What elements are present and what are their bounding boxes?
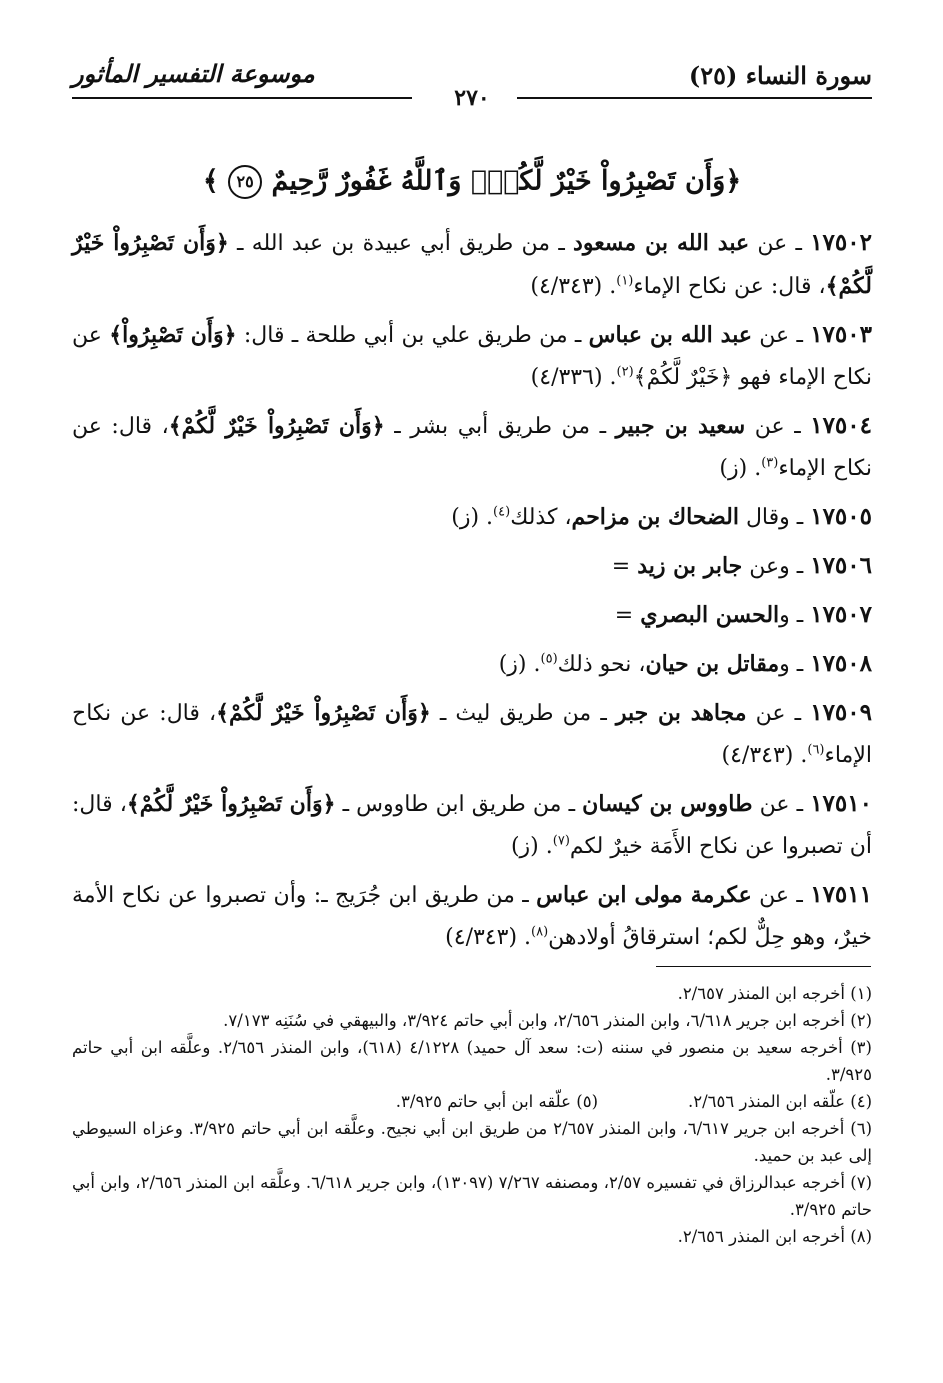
narrator-name: عكرمة مولى ابن عباس bbox=[536, 882, 752, 908]
narration-number: ١٧٥٠٤ bbox=[810, 412, 872, 439]
footnote-ref: (٧) bbox=[552, 833, 570, 849]
narrator-name: الضحاك بن مزاحم bbox=[571, 504, 739, 530]
footnote: (٦) أخرجه ابن جرير ٦/٦١٧، وابن المنذر ٢/٦٥٧ من طريق ابن أبي نجيح. وعلَّقه ابن أبي حاتم ٣/٩٢٥. وعزاه السيوطي إلى عبد بن حميد. bbox=[72, 1119, 873, 1165]
footnote-row bbox=[72, 1088, 872, 1115]
narration-number: ١٧٥٠٩ bbox=[810, 699, 872, 726]
narration-entry: ١٧٥١٠ ـ عن طاووس بن كيسان ـ من طريق ابن طاووس ـ ﴿وَأَن تَصْبِرُواْ خَيْرٌ لَّكُمْ﴾، قال: أن تصبروا عن نكاح الأَمَة خيرٌ لكم$^{(٧)}$. (ز) bbox=[72, 790, 872, 859]
surah-title: سورة النساء (٢٥) bbox=[688, 61, 872, 90]
quran-quote: ﴿وَأَن تَصْبِرُواْ خَيْرٌ لَّكُمْ﴾ bbox=[126, 791, 336, 817]
header-rule-right bbox=[517, 97, 872, 99]
footnote-ref: (٣) bbox=[761, 455, 779, 471]
narrations-body bbox=[72, 222, 872, 965]
quran-quote: ﴿وَأَن تَصْبِرُواْ خَيْرٌ لَّكُمْ﴾ bbox=[216, 700, 431, 726]
footnote-ref: (٥) bbox=[540, 651, 558, 667]
narrator-name: عبد الله بن عباس bbox=[588, 322, 752, 348]
source-ref: . (٤/٣٤٣) bbox=[721, 743, 808, 768]
source-ref: . (٤/٣٣٦) bbox=[530, 365, 617, 390]
verse-close-bracket: ﴾ bbox=[202, 165, 219, 197]
book-title: موسوعة التفسير المأثور bbox=[72, 59, 315, 88]
footnote-ref: (١) bbox=[616, 273, 634, 289]
quran-verse bbox=[72, 165, 872, 199]
footnote: (٤) علّقه ابن المنذر ٢/٦٥٦. bbox=[688, 1092, 872, 1111]
footnote: (١) أخرجه ابن المنذر ٢/٦٥٧. bbox=[677, 984, 872, 1003]
narrator-name: طاووس بن كيسان bbox=[582, 791, 753, 817]
quran-quote: ﴿وَأَن تَصْبِرُواْ خَيْرٌ لَّكُمْ﴾ bbox=[72, 230, 872, 299]
quran-quote: ﴿وَأَن تَصْبِرُواْ﴾ bbox=[109, 322, 237, 348]
footnotes bbox=[72, 980, 872, 1250]
running-header bbox=[72, 55, 872, 111]
narrator-name: مجاهد بن جبر bbox=[615, 700, 747, 726]
page-number: ٢٧٠ bbox=[444, 85, 499, 111]
ayah-number-marker: ٢٥ bbox=[228, 165, 262, 199]
source-ref: . (ز) bbox=[719, 456, 762, 481]
quran-quote: ﴿وَأَن تَصْبِرُواْ خَيْرٌ لَّكُمْ﴾ bbox=[168, 413, 385, 439]
verse-text: ﴿وَأَن تَصْبِرُواْ خَيْرٌ لَّكُمْۗ وَٱللَّهُ غَفُورٌ رَّحِيمٌ bbox=[271, 165, 742, 197]
footnote-divider bbox=[656, 966, 871, 967]
footnote: (٥) علّقه ابن أبي حاتم ٣/٩٢٥. bbox=[395, 1092, 598, 1111]
narration-entry: ١٧٥٠٩ ـ عن مجاهد بن جبر ـ من طريق ليث ـ ﴿وَأَن تَصْبِرُواْ خَيْرٌ لَّكُمْ﴾، قال: عن نكاح الإماء$^{(٦)}$. (٤/٣٤٣) bbox=[72, 699, 872, 768]
narration-entry: ١٧٥٠٦ ـ وعن جابر بن زيد = bbox=[611, 552, 872, 579]
footnote: (٣) أخرجه سعيد بن منصور في سننه (ت: سعد آل حميد) ٤/١٢٢٨ (٦١٨)، وابن المنذر ٢/٦٥٦. وعلَّقه ابن أبي حاتم ٣/٩٢٥. bbox=[72, 1038, 872, 1084]
source-ref: . (٤/٣٤٣) bbox=[445, 925, 532, 950]
narrator-name: جابر بن زيد bbox=[637, 553, 743, 579]
narrator-name: عبد الله بن مسعود bbox=[573, 230, 750, 256]
footnote: (٧) أخرجه عبدالرزاق في تفسيره ٢/٥٧، ومصنفه ٧/٢٦٧ (١٣٠٩٧)، وابن جرير ٦/٦١٨. وعلَّقه ابن المنذر ٢/٦٥٦، وابن أبي حاتم ٣/٩٢٥. bbox=[72, 1173, 872, 1219]
narration-number: ١٧٥٠٣ bbox=[810, 321, 872, 348]
footnote-ref: (٨) bbox=[531, 924, 549, 940]
narration-number: ١٧٥١١ bbox=[810, 881, 872, 908]
source-ref: . (٤/٣٤٣) bbox=[530, 274, 617, 299]
narration-entry: ١٧٥١١ ـ عن عكرمة مولى ابن عباس ـ من طريق ابن جُرَيج ـ: وأن تصبروا عن نكاح الأمة خيرٌ، وهو حِلٌّ لكم؛ استرقاقُ أولادهن$^{(٨)}$. (٤/٣٤٣) bbox=[72, 881, 872, 950]
narration-entry: ١٧٥٠٨ ـ ومقاتل بن حيان، نحو ذلك$^{(٥)}$. (ز) bbox=[498, 650, 872, 677]
source-ref: . (ز) bbox=[451, 505, 494, 530]
narration-entry: ١٧٥٠٥ ـ وقال الضحاك بن مزاحم، كذلك$^{(٤)}$. (ز) bbox=[451, 503, 872, 530]
narration-number: ١٧٥٠٧ bbox=[810, 601, 872, 628]
source-ref: . (ز) bbox=[510, 834, 553, 859]
narration-number: ١٧٥١٠ bbox=[810, 790, 872, 817]
narration-number: ١٧٥٠٨ bbox=[810, 650, 872, 677]
narration-entry: ١٧٥٠٣ ـ عن عبد الله بن عباس ـ من طريق علي بن أبي طلحة ـ قال: ﴿وَأَن تَصْبِرُواْ﴾ عن نكاح الإماء فهو ﴿خَيْرٌ لَّكُمْ﴾$^{(٢)}$. (٤/٣٣٦) bbox=[72, 321, 872, 390]
narration-entry: ١٧٥٠٢ ـ عن عبد الله بن مسعود ـ من طريق أبي عبيدة بن عبد الله ـ ﴿وَأَن تَصْبِرُواْ خَيْرٌ لَّكُمْ﴾، قال: عن نكاح الإماء$^{(١)}$. (٤/٣٤٣) bbox=[72, 229, 872, 299]
header-rule-left bbox=[72, 97, 412, 99]
narrator-name: الحسن البصري bbox=[640, 602, 780, 628]
footnote: (٢) أخرجه ابن جرير ٦/٦١٨، وابن المنذر ٢/٦٥٦، وابن أبي حاتم ٣/٩٢٤، والبيهقي في سُنَنِه ٧/١٧٣. bbox=[223, 1011, 872, 1030]
footnote: (٨) أخرجه ابن المنذر ٢/٦٥٦. bbox=[677, 1227, 872, 1246]
footnote-ref: (٦) bbox=[807, 742, 825, 758]
narration-number: ١٧٥٠٥ bbox=[810, 503, 872, 530]
footnote-ref: (٤) bbox=[493, 504, 511, 520]
narration-number: ١٧٥٠٢ bbox=[810, 229, 872, 256]
narrator-name: سعيد بن جبير bbox=[615, 413, 746, 439]
source-ref: . (ز) bbox=[498, 652, 541, 677]
narration-entry: ١٧٥٠٧ ـ والحسن البصري = bbox=[614, 601, 872, 628]
narrator-name: مقاتل بن حيان bbox=[645, 651, 780, 677]
narration-entry: ١٧٥٠٤ ـ عن سعيد بن جبير ـ من طريق أبي بشر ـ ﴿وَأَن تَصْبِرُواْ خَيْرٌ لَّكُمْ﴾، قال: عن نكاح الإماء$^{(٣)}$. (ز) bbox=[72, 412, 872, 481]
narration-number: ١٧٥٠٦ bbox=[810, 552, 872, 579]
footnote-ref: (٢) bbox=[616, 364, 634, 380]
